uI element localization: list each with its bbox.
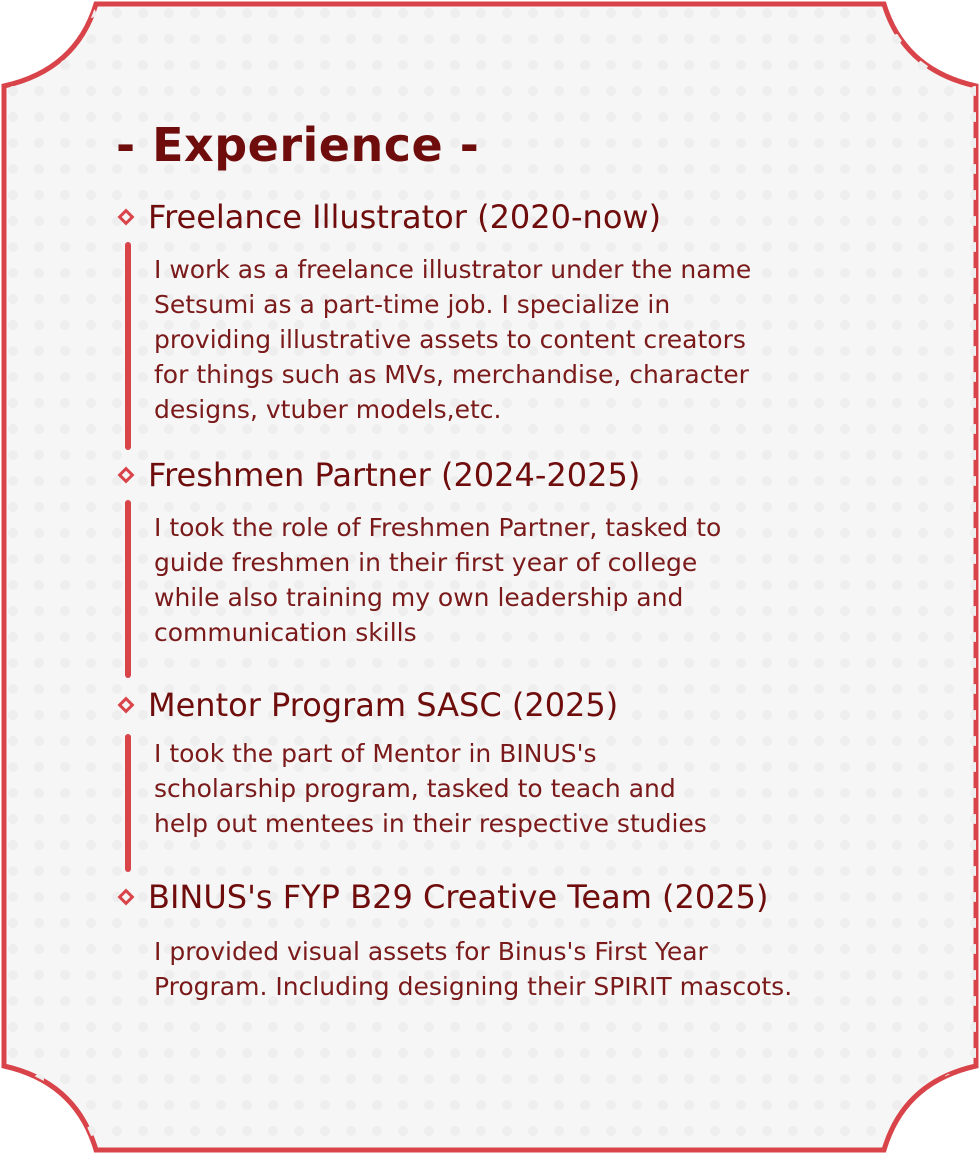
- description-line: providing illustrative assets to content creators: [154, 325, 746, 354]
- entry-title-creative-team: [116, 878, 768, 916]
- diamond-bullet-icon: [118, 889, 135, 906]
- description-line: I work as a freelance illustrator under the name: [154, 255, 752, 284]
- entry-description-creative-team: [154, 934, 792, 1004]
- description-line: communication skills: [154, 618, 417, 647]
- diamond-bullet-icon: [118, 697, 135, 714]
- description-line: I took the part of Mentor in BINUS's: [154, 739, 597, 768]
- timeline-bar: [125, 242, 131, 450]
- description-line: Setsumi as a part-time job. I specialize in: [154, 290, 671, 319]
- description-line: designs, vtuber models,etc.: [154, 395, 502, 424]
- timeline-bar: [125, 734, 131, 872]
- entry-title-text: BINUS's FYP B29 Creative Team (2025): [148, 878, 769, 916]
- section-heading: - Experience -: [116, 118, 480, 172]
- description-line: help out mentees in their respective studies: [154, 809, 707, 838]
- entry-description-mentor-program: [154, 736, 707, 841]
- entry-title-freelance: [116, 198, 661, 236]
- description-line: Program. Including designing their SPIRIT mascots.: [154, 972, 793, 1001]
- timeline-bar: [125, 500, 131, 678]
- description-line: guide freshmen in their first year of college: [154, 548, 698, 577]
- description-line: for things such as MVs, merchandise, character: [154, 360, 749, 389]
- diamond-bullet-icon: [118, 467, 135, 484]
- entry-description-freshmen-partner: [154, 510, 721, 650]
- entry-title-text: Mentor Program SASC (2025): [148, 686, 619, 724]
- entry-title-text: Freshmen Partner (2024-2025): [148, 456, 641, 494]
- description-line: I took the role of Freshmen Partner, tasked to: [154, 513, 722, 542]
- description-line: scholarship program, tasked to teach and: [154, 774, 676, 803]
- entry-title-freshmen-partner: [116, 456, 640, 494]
- description-line: while also training my own leadership and: [154, 583, 684, 612]
- diamond-bullet-icon: [118, 209, 135, 226]
- entry-title-mentor-program: [116, 686, 618, 724]
- description-line: I provided visual assets for Binus's First Year: [154, 937, 708, 966]
- entry-description-freelance: [154, 252, 751, 427]
- entry-title-text: Freelance Illustrator (2020-now): [148, 198, 662, 236]
